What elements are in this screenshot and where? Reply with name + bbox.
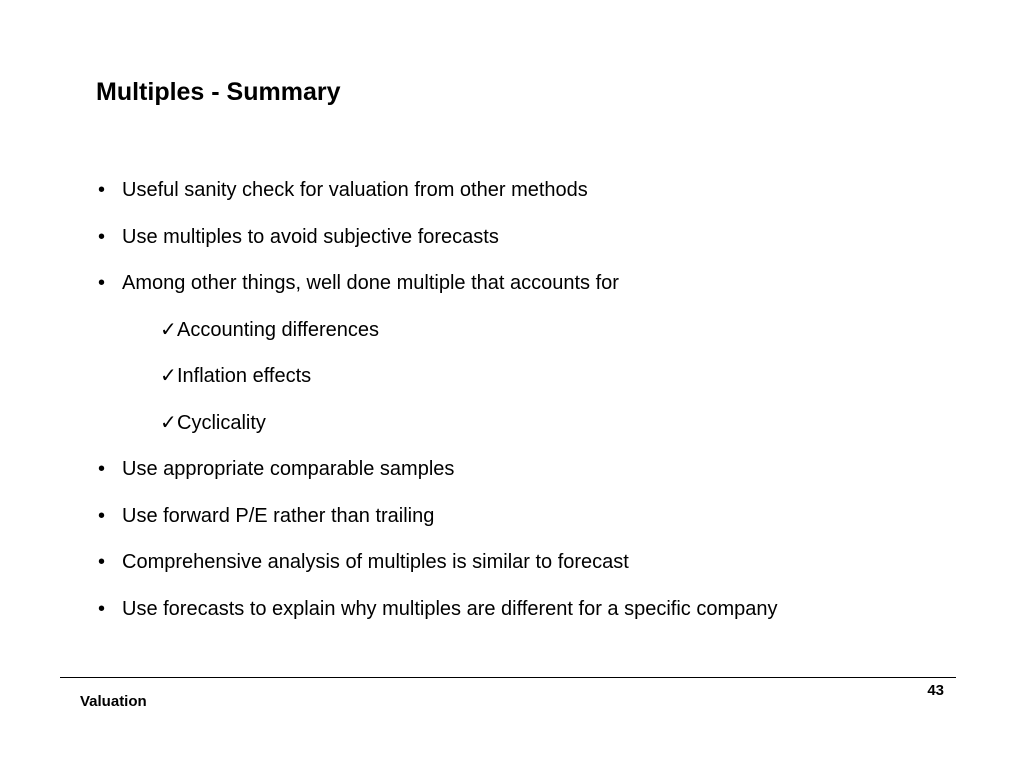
check-icon: ✓ — [160, 412, 177, 434]
bullet-icon: • — [98, 551, 106, 573]
bullet-icon: • — [98, 272, 106, 294]
bullet-text: Comprehensive analysis of multiples is similar to forecast — [122, 551, 629, 573]
bullet-icon: • — [98, 458, 106, 480]
bullet-text: Use multiples to avoid subjective forecasts — [122, 226, 499, 248]
footer-divider — [60, 677, 956, 678]
slide-title: Multiples - Summary — [96, 78, 341, 106]
check-item-text: Cyclicality — [177, 412, 266, 434]
bullet-text: Use forward P/E rather than trailing — [122, 505, 435, 527]
check-icon: ✓ — [160, 319, 177, 341]
bullet-icon: • — [98, 505, 106, 527]
bullet-text: Use appropriate comparable samples — [122, 458, 455, 480]
footer-label: Valuation — [80, 693, 147, 710]
bullet-text: Use forecasts to explain why multiples are different for a specific company — [122, 598, 778, 620]
bullet-text: Useful sanity check for valuation from other methods — [122, 179, 588, 201]
bullet-icon: • — [98, 598, 106, 620]
bullet-icon: • — [98, 226, 106, 248]
check-icon: ✓ — [160, 365, 177, 387]
check-item-text: Accounting differences — [177, 319, 379, 341]
bullet-icon: • — [98, 179, 106, 201]
bullet-text: Among other things, well done multiple that accounts for — [122, 272, 619, 294]
check-item-text: Inflation effects — [177, 365, 312, 387]
page-number: 43 — [927, 682, 944, 699]
